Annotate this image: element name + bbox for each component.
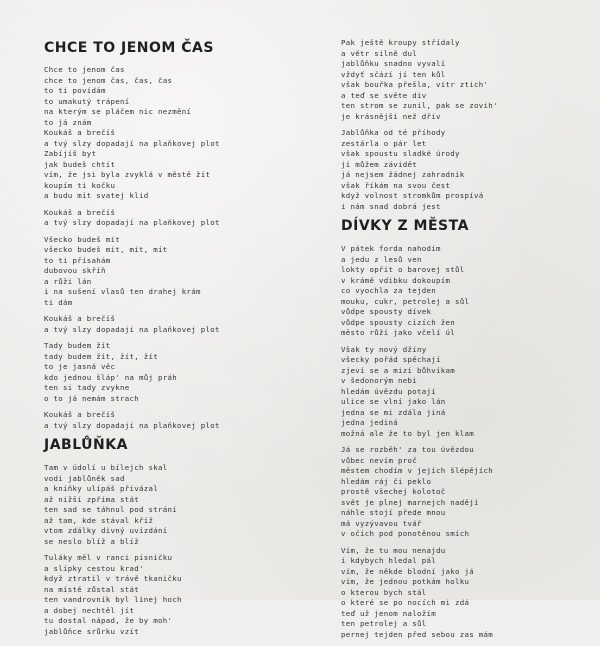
left-column xyxy=(44,40,319,643)
stanza xyxy=(44,314,319,335)
lyric-line: vůbec nevím proč xyxy=(341,455,417,465)
lyric-line: teď už jenom naložím xyxy=(341,608,436,618)
lyric-line: však spoustu sladké úrody xyxy=(341,149,460,158)
song-lyrics-chce-to-jenom-cas xyxy=(44,65,319,431)
lyric-line: hledám úvězdu potají xyxy=(341,386,436,396)
lyric-line: je krásnější než dřív xyxy=(341,111,441,121)
song-lyrics-divky-z-mesta xyxy=(341,244,591,640)
lyric-line: o kterou bych stál xyxy=(341,587,427,597)
lyric-line: Tam v údolí u bílejch skal xyxy=(44,463,168,472)
lyric-line: hledám ráj či peklo xyxy=(341,476,432,486)
lyric-line: a dobej nechtěl jít xyxy=(44,605,135,615)
lyric-line: ten sad se táhnul pod strání xyxy=(44,505,177,514)
lyric-line: tady budem žít, žít, žít xyxy=(44,351,158,361)
lyric-line: V pátek forda nahodím xyxy=(341,244,441,253)
stanza xyxy=(341,244,591,339)
lyric-line: i nám snad dobrá jest xyxy=(341,201,441,211)
lyric-line: to ti přísahám xyxy=(44,255,111,265)
lyric-line: ulice se vlní jako lán xyxy=(341,397,446,406)
lyric-line: jí můžem závidět xyxy=(341,159,417,169)
stanza xyxy=(44,553,319,637)
lyric-line: až tam, kde stával kříž xyxy=(44,515,154,525)
lyric-line: a růži lán xyxy=(44,276,92,286)
song-lyrics-jablunka xyxy=(44,463,319,637)
lyric-line: mouku, cukr, petrolej a sůl xyxy=(341,296,470,306)
lyric-line: o to já nemám strach xyxy=(44,393,139,403)
lyric-line: o které se po nocích mi zdá xyxy=(341,598,470,607)
stanza xyxy=(44,341,319,404)
stanza xyxy=(341,128,591,212)
stanza xyxy=(44,208,319,229)
lyric-line: zestárla o pár let xyxy=(341,138,427,148)
lyric-line: i kdybych hledal pál xyxy=(341,556,436,565)
lyric-line: a tvý slzy dopadají na plaňkovej plot xyxy=(44,138,220,148)
lyric-line: Koukáš a brečíš xyxy=(44,128,116,137)
lyric-line: a tvý slzy dopadají na plaňkovej plot xyxy=(44,420,220,430)
lyric-line: možná ale že to byl jen klam xyxy=(341,428,474,438)
lyric-line: jak budeš chtít xyxy=(44,159,116,169)
lyric-line: vůdpe spousty dívek xyxy=(341,307,432,316)
lyric-line: a jedu z lesů ven xyxy=(341,254,422,264)
stanza xyxy=(44,410,319,431)
lyric-line: jedna jediná xyxy=(341,418,398,427)
lyric-line: vodí jablůněk sad xyxy=(44,473,125,483)
lyric-line: v šedonorým nebi xyxy=(341,376,417,385)
lyric-line: Všecko budeš mít xyxy=(44,234,120,244)
lyric-line: a budu mít svatej klid xyxy=(44,191,149,200)
lyric-line: to ti povídám xyxy=(44,86,106,95)
lyric-line: jablůňce srůrku vzít xyxy=(44,626,139,636)
lyric-line: Tady budem žít xyxy=(44,341,111,350)
lyric-line: všecky pořád spěchají xyxy=(341,355,441,364)
lyric-line: zjeví se a mizí bůhvíkam xyxy=(341,365,455,375)
lyric-line: i na sušení vlasů ten drahej krám xyxy=(44,287,201,296)
lyric-line: Koukáš a brečíš xyxy=(44,410,116,419)
lyric-line: prostě všechej kolotoč xyxy=(341,487,446,496)
song-title-chce-to-jenom-cas: CHCE TO JENOM ČAS xyxy=(44,40,214,56)
lyric-line: já nejsem žádnej zahradník xyxy=(341,170,465,179)
lyric-line: koupím ti kočku xyxy=(44,180,116,190)
lyric-line: ti dám xyxy=(44,297,73,307)
lyric-line: však říkám na svou čest xyxy=(341,180,451,190)
lyric-line: chce to jenom čas, čas, čas xyxy=(44,75,173,85)
lyric-line: vůdpe spousty cizích žen xyxy=(341,317,455,327)
lyric-line: a kníňky ulípáš přivázal xyxy=(44,484,158,493)
lyric-line: Však ty nový džíny xyxy=(341,344,427,354)
stanza xyxy=(341,345,591,440)
lyric-line: a slípky cestou krad' xyxy=(44,563,144,573)
lyric-line: vím, že jednou potkám holku xyxy=(341,577,470,586)
stanza xyxy=(341,546,591,641)
stanza xyxy=(341,38,591,122)
lyric-line: Koukáš a brečíš xyxy=(44,207,116,217)
lyric-line: Já se rozběh' za tou úvězdou xyxy=(341,445,474,454)
lyric-line: má vyzývavou tvář xyxy=(341,518,422,528)
stanza xyxy=(44,463,319,547)
lyric-line: vtom zdálky divný uvízdání xyxy=(44,526,168,535)
lyric-line: když ztratil v trávě tkaničku xyxy=(44,574,182,583)
lyric-line: jedna se mi zdála jiná xyxy=(341,407,446,417)
lyric-line: Pak ještě kroupy střídaly xyxy=(341,38,460,47)
song-title-jablunka: JABLŮŇKA xyxy=(44,437,128,453)
lyric-line: až nižší zpříma stát xyxy=(44,494,139,504)
lyric-line: ten vandrovník byl línej hoch xyxy=(44,595,182,604)
lyric-line: vím, že někde blodní jako já xyxy=(341,566,474,576)
stanza xyxy=(44,235,319,309)
lyric-line: na místě zůstal stát xyxy=(44,584,139,594)
lyric-line: náhle stojí přede mnou xyxy=(341,508,446,517)
lyric-line: Tuláky měl v ranci písničku xyxy=(44,553,173,562)
lyric-line: v očích pod ponotěnou smích xyxy=(341,529,470,538)
lyric-line: ten si tady zvykne xyxy=(44,383,130,392)
song-title-divky-z-mesta: DÍVKY Z MĚSTA xyxy=(341,218,469,234)
lyric-line: městem chodím v jejích šlépějích xyxy=(341,466,493,475)
lyric-line: a tvý slzy dopadají na plaňkovej plot xyxy=(44,324,220,334)
lyric-line: Chce to jenom čas xyxy=(44,65,125,74)
lyric-line: svět je plnej marnejch nadějí xyxy=(341,497,479,507)
lyric-line: v krámě vdibku dokoupím xyxy=(341,275,451,285)
lyric-line: co vyochla za tejden xyxy=(341,286,436,295)
lyric-line: a větr silně dul xyxy=(341,48,417,58)
lyric-line: to umakutý trápení xyxy=(44,96,130,106)
lyric-line: tu dostal nápad, že by moh' xyxy=(44,616,173,625)
lyric-line: Jablůňka od té příhody xyxy=(341,128,446,137)
lyric-line: Zabíjíš byt xyxy=(44,149,97,158)
lyric-line: jablůňku snadno vyvalí xyxy=(341,59,446,68)
lyric-line: všecko budeš mít, mít, mít xyxy=(44,245,168,254)
lyric-line: Vím, že tu mou nenajdu xyxy=(341,545,446,555)
lyric-line: to já znám xyxy=(44,117,92,127)
right-column xyxy=(341,38,591,646)
lyric-line: a tvý slzy dopadají na plaňkovej plot xyxy=(44,218,220,227)
lyric-line: ten petrolej a sůl xyxy=(341,619,427,628)
lyric-line: se neslo blíž a blíž xyxy=(44,536,139,546)
lyric-line: však bouřka přešla, vítr ztich' xyxy=(341,80,489,89)
lyric-line: na kterým se pláčem nic nezmění xyxy=(44,107,192,116)
lyric-line: pernej tejden před sebou zas mám xyxy=(341,629,493,639)
lyric-line: Koukáš a brečíš xyxy=(44,314,116,323)
lyric-line: to je jasná věc xyxy=(44,362,116,371)
lyric-line: kdo jednou šláp' na můj práh xyxy=(44,372,177,382)
lyric-line: a teď se světe div xyxy=(341,90,427,100)
stanza xyxy=(44,65,319,202)
lyric-line: ten strom se zunil, pak se zovih' xyxy=(341,101,498,110)
lyric-line: vždyť sčází jí ten kůl xyxy=(341,69,446,79)
lyric-line: město růží jako včelí úl xyxy=(341,328,455,337)
lyric-line: vím, že jsi byla zvyklá v městě žít xyxy=(44,170,211,179)
song-lyrics-jablunka-continued xyxy=(341,38,591,212)
stanza xyxy=(341,445,591,540)
lyric-line: když volnost stromkům prospívá xyxy=(341,191,484,200)
lyric-line: lokty opřít o barovej stůl xyxy=(341,265,465,274)
lyric-line: dubovou skříň xyxy=(44,266,106,275)
